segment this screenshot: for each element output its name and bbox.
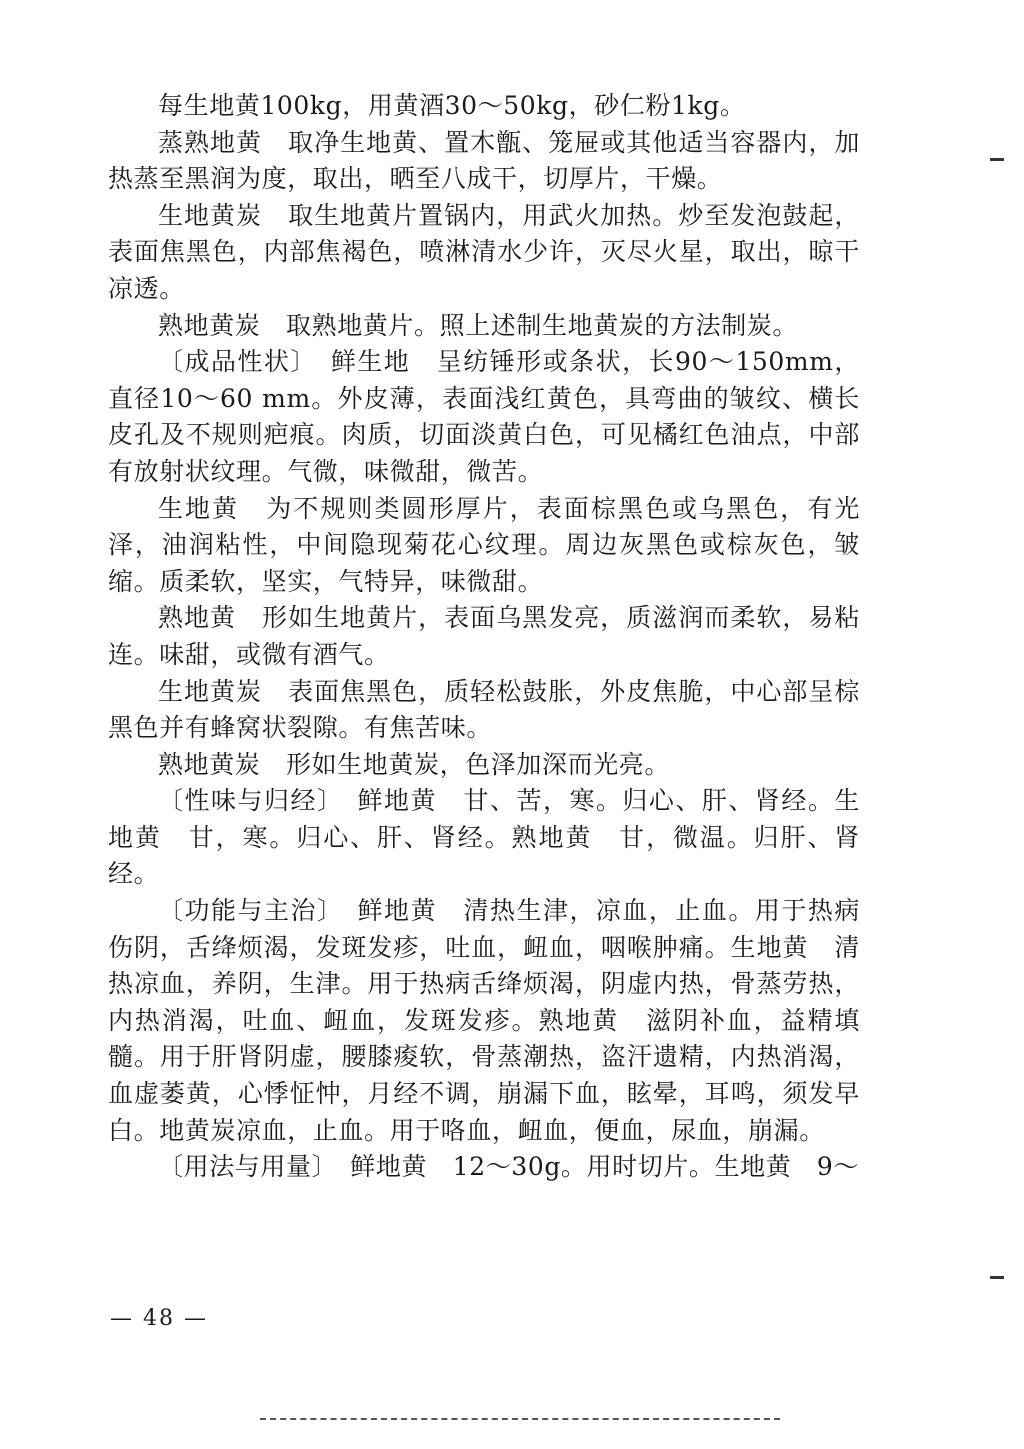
body-text [108,88,860,1186]
paragraph-usage-dosage: 〔用法与用量〕 鲜地黄 12～30g。用时切片。生地黄 9～ [158,1152,860,1182]
paragraph-prepared-charcoal-method: 熟地黄炭 取熟地黄片。照上述制生地黄炭的方法制炭。 [158,310,799,340]
paragraph-prepared-charcoal: 熟地黄炭 形如生地黄炭，色泽加深而光亮。 [158,749,671,779]
scan-bottom-rule [260,1418,780,1420]
paragraph-raw-rehmannia: 生地黄 为不规则类圆形厚片，表面棕黑色或乌黑色，有光泽，油润粘性，中间隐现菊花心纹理。周边灰黑色或棕灰色，皱缩。质柔软，坚实，气特异，味微甜。 [108,493,860,596]
paragraph-steamed-rehmannia: 蒸熟地黄 取净生地黄、置木甑、笼屉或其他适当容器内，加热蒸至黑润为度，取出，晒至八成干，切厚片，干燥。 [108,127,860,194]
scan-edge-mark [990,1276,1004,1279]
paragraph-prepared-rehmannia: 熟地黄 形如生地黄片，表面乌黑发亮，质滋润而柔软，易粘连。味甜，或微有酒气。 [108,603,860,669]
scan-edge-mark [990,158,1004,161]
paragraph-raw-charcoal-method: 生地黄炭 取生地黄片置锅内，用武火加热。炒至发泡鼓起，表面焦黑色，内部焦褐色，喷淋清水少许，灭尽火星，取出，晾干凉透。 [108,200,860,303]
paragraph-function-indication: 〔功能与主治〕 鲜地黄 清热生津，凉血，止血。用于热病伤阴，舌绛烦渴，发斑发疹，吐血，衄血，咽喉肿痛。生地黄 清热凉血，养阴，生津。用于热病舌绛烦渴，阴虚内热，骨蒸劳热，内热消渴，吐血、衄血，发斑发疹。熟地黄 滋阴补血，益精填髓。用于肝肾阴虚，腰膝痠软，骨蒸潮热，盗汗遗精，内热消渴，血虚萎黄，心悸怔忡，月经不调，崩漏下血，眩晕，耳鸣，须发早白。地黄炭凉血，止血。用于咯血，衄血，便血，尿血，崩漏。 [108,896,860,1145]
page-number: — 48 — [110,1306,208,1331]
paragraph-raw-charcoal: 生地黄炭 表面焦黑色，质轻松鼓胀，外皮焦脆，中心部呈棕黑色并有蜂窝状裂隙。有焦苦味。 [108,676,860,743]
paragraph-nature-meridian: 〔性味与归经〕 鲜地黄 甘、苦，寒。归心、肝、肾经。生地黄 甘，寒。归心、肝、肾经。熟地黄 甘，微温。归肝、肾经。 [108,786,860,889]
paragraph-product-characteristics: 〔成品性状〕 鲜生地 呈纺锤形或条状，长90～150mm，直径10～60 mm。外皮薄，表面浅红黄色，具弯曲的皱纹、横长皮孔及不规则疤痕。肉质，切面淡黄白色，可见橘红色油点，中部有放射状纹理。气微，味微甜，微苦。 [108,347,860,486]
paragraph-wine-ratio: 每生地黄100kg，用黄酒30～50kg，砂仁粉1kg。 [158,91,746,120]
